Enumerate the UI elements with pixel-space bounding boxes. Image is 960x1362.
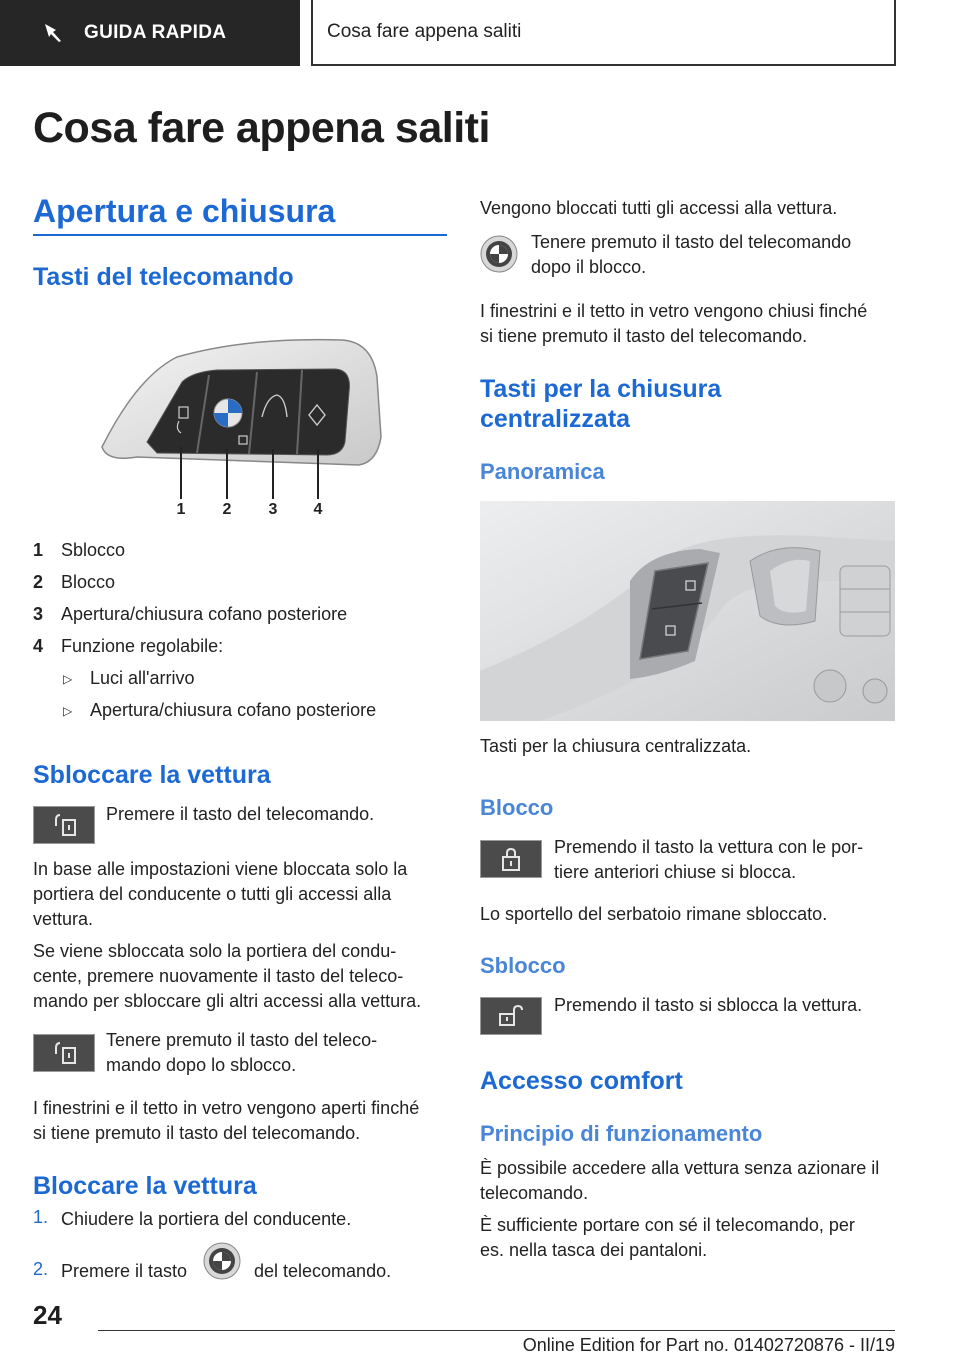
unlock-button-icon xyxy=(33,806,95,844)
heading-sbloccare: Sbloccare la vettura xyxy=(33,761,271,789)
heading-tasti-chiusura-line2: centralizzata xyxy=(480,405,631,433)
list-item: Apertura/chiusura cofano posteriore xyxy=(90,700,377,720)
heading-accesso-comfort: Accesso comfort xyxy=(480,1067,683,1095)
heading-blocco: Blocco xyxy=(480,795,554,820)
lock-icon xyxy=(499,846,523,872)
heading-panoramica: Panoramica xyxy=(480,459,605,484)
header-section-tab[interactable] xyxy=(0,0,300,66)
paragraph: Premere il tasto del telecomando. xyxy=(106,804,375,824)
unlock-icon xyxy=(49,812,79,838)
paragraph-line: È possibile accedere alla vettura senza azionare il xyxy=(480,1158,880,1178)
legend-text: Blocco xyxy=(61,572,116,592)
paragraph-line: È sufficiente portare con sé il telecomando, per xyxy=(480,1215,855,1235)
paragraph-line: vettura. xyxy=(33,909,94,929)
footer-edition: Online Edition for Part no. 01402720876 - II/19 xyxy=(522,1335,895,1355)
legend-num: 3 xyxy=(33,604,44,624)
heading-principio: Principio di funzionamento xyxy=(480,1121,763,1146)
list-item: Luci all'arrivo xyxy=(90,668,195,688)
figure-caption: Tasti per la chiusura centralizzata. xyxy=(480,736,752,756)
open-lock-icon xyxy=(496,1003,526,1029)
unlock-icon xyxy=(49,1040,79,1066)
triangle-bullet-icon: ▷ xyxy=(63,672,73,686)
paragraph-line: tiere anteriori chiuse si blocca. xyxy=(554,862,797,882)
paragraph-line: mando dopo lo sblocco. xyxy=(106,1055,297,1075)
header-section-label: GUIDA RAPIDA xyxy=(84,22,227,43)
unlock-button-icon xyxy=(33,1034,95,1072)
door-panel-photo xyxy=(480,501,895,721)
legend-text: Sblocco xyxy=(61,540,126,560)
header-chapter-label: Cosa fare appena saliti xyxy=(327,21,522,42)
heading-bloccare: Bloccare la vettura xyxy=(33,1172,257,1200)
heading-tasti-chiusura: Tasti per la chiusura xyxy=(480,375,722,403)
legend-num: 2 xyxy=(33,572,44,592)
legend-num: 1 xyxy=(33,540,44,560)
paragraph-line: Tenere premuto il tasto del telecomando xyxy=(531,232,852,252)
page-title: Cosa fare appena saliti xyxy=(33,104,490,152)
fob-label-4: 4 xyxy=(313,501,323,518)
page-number: 24 xyxy=(33,1300,62,1330)
paragraph-line: Se viene sbloccata solo la portiera del condu‐ xyxy=(33,941,397,961)
paragraph-line: si tiene premuto il tasto del telecomando. xyxy=(480,326,808,346)
paragraph-line: cente, premere nuovamente il tasto del teleco‐ xyxy=(33,966,404,986)
paragraph-line: es. nella tasca dei pantaloni. xyxy=(480,1240,708,1260)
paragraph: Vengono bloccati tutti gli accessi alla vettura. xyxy=(480,198,838,218)
fob-label-1: 1 xyxy=(176,501,186,518)
car-sparkle-icon xyxy=(42,20,68,46)
triangle-bullet-icon: ▷ xyxy=(63,704,73,718)
legend-num: 4 xyxy=(33,636,44,656)
heading-apertura: Apertura e chiusura xyxy=(33,193,336,229)
step-text: Premere il tasto xyxy=(61,1261,188,1281)
paragraph: Lo sportello del serbatoio rimane sbloccato. xyxy=(480,904,828,924)
key-fob-illustration xyxy=(97,337,387,519)
paragraph-line: portiera del conducente o tutti gli accessi alla xyxy=(33,884,392,904)
step-number: 2. xyxy=(33,1259,49,1279)
heading-tasti-telecomando: Tasti del telecomando xyxy=(33,263,294,291)
fob-label-2: 2 xyxy=(222,501,232,518)
step-text: del telecomando. xyxy=(254,1261,392,1281)
legend-text: Apertura/chiusura cofano posteriore xyxy=(61,604,348,624)
open-lock-button-icon xyxy=(480,997,542,1035)
paragraph-line: Premendo il tasto la vettura con le por‐ xyxy=(554,837,864,857)
paragraph-line: I finestrini e il tetto in vetro vengono chiusi finché xyxy=(480,301,868,321)
paragraph-line: Tenere premuto il tasto del teleco‐ xyxy=(106,1030,378,1050)
paragraph-line: si tiene premuto il tasto del telecomando. xyxy=(33,1123,361,1143)
step-text: Chiudere la portiera del conducente. xyxy=(61,1209,352,1229)
header-chapter xyxy=(311,0,896,66)
bmw-logo-icon xyxy=(203,1242,239,1278)
paragraph-line: In base alle impostazioni viene bloccata solo la xyxy=(33,859,408,879)
paragraph-line: I finestrini e il tetto in vetro vengono aperti finché xyxy=(33,1098,420,1118)
step-number: 1. xyxy=(33,1207,49,1227)
heading-rule xyxy=(33,234,447,236)
lock-button-icon xyxy=(480,840,542,878)
footer-rule xyxy=(98,1330,895,1331)
bmw-logo-icon xyxy=(480,235,516,271)
legend-text: Funzione regolabile: xyxy=(61,636,224,656)
fob-label-3: 3 xyxy=(268,501,278,518)
paragraph-line: dopo il blocco. xyxy=(531,257,647,277)
heading-sblocco: Sblocco xyxy=(480,953,566,978)
paragraph: Premendo il tasto si sblocca la vettura. xyxy=(554,995,863,1015)
paragraph-line: telecomando. xyxy=(480,1183,589,1203)
paragraph-line: mando per sbloccare gli altri accessi alla vettura. xyxy=(33,991,422,1011)
